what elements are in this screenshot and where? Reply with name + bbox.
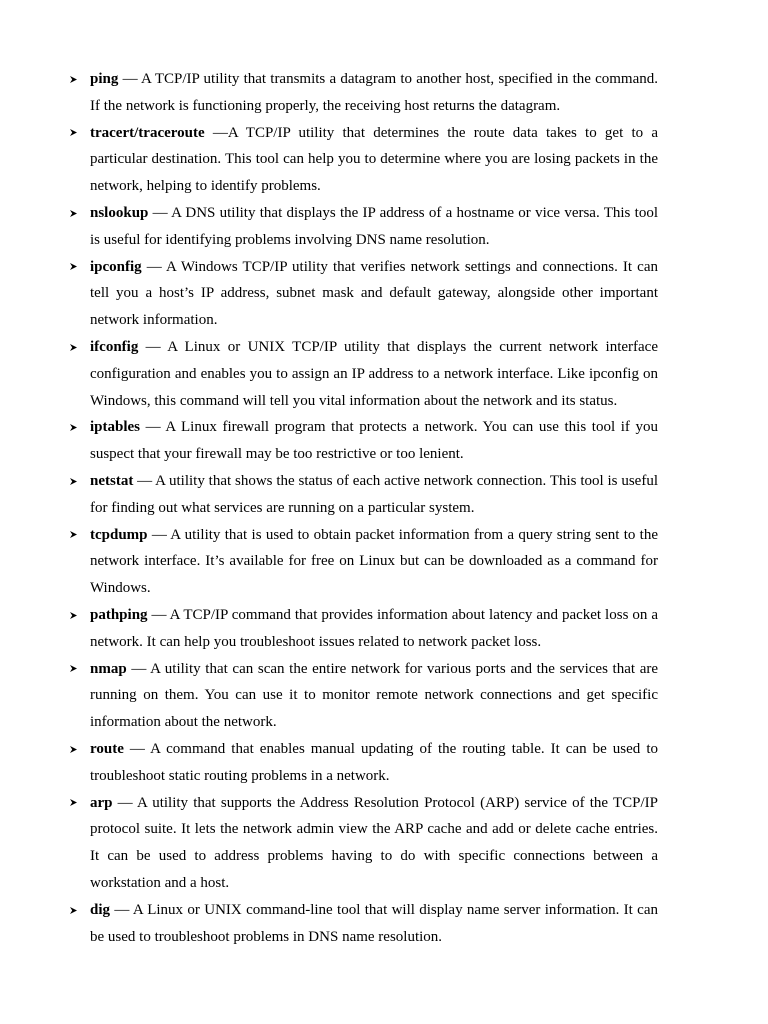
arrowhead-bullet-icon <box>67 736 79 763</box>
term-label: ipconfig <box>90 258 142 275</box>
term-label: dig <box>90 901 111 918</box>
arrowhead-bullet-icon <box>67 254 79 281</box>
arrowhead-bullet-icon <box>67 897 79 924</box>
term-description: — A utility that shows the status of each active network connection. This tool is useful for finding out what services are running on a particular system. <box>90 472 658 516</box>
term-description: — A Linux firewall program that protects a network. You can use this tool if you suspect that your firewall may be too restrictive or too lenient. <box>90 419 658 463</box>
list-item-tracert <box>90 120 658 200</box>
list-item-nmap <box>90 656 658 736</box>
term-description: — A utility that supports the Address Resolution Protocol (ARP) service of the TCP/IP protocol suite. It lets the network admin view the ARP cache and add or delete cache entries. It can be used to address problems having to do with specific connections between a workstation and a host. <box>90 794 658 891</box>
term-description: — A Linux or UNIX TCP/IP utility that displays the current network interface configuration and enables you to assign an IP address to a network interface. Like ipconfig on Windows, this command will tell you vital information about the network and its status. <box>90 338 658 409</box>
arrowhead-bullet-icon <box>67 120 79 147</box>
term-label: ifconfig <box>90 338 139 355</box>
arrowhead-bullet-icon <box>67 200 79 227</box>
term-description: — A utility that is used to obtain packet information from a query string sent to the network interface. It’s available for free on Linux but can be downloaded as a command for Windows. <box>90 526 658 597</box>
arrowhead-bullet-icon <box>67 522 79 549</box>
term-label: route <box>90 740 124 757</box>
term-description: — A TCP/IP command that provides information about latency and packet loss on a network. It can help you troubleshoot issues related to network packet loss. <box>90 606 658 650</box>
arrowhead-bullet-icon <box>67 468 79 495</box>
term-label: iptables <box>90 419 141 436</box>
utility-list <box>90 66 658 950</box>
term-label: nslookup <box>90 204 149 221</box>
term-label: tracert/traceroute <box>90 124 205 141</box>
list-item-nslookup <box>90 200 658 254</box>
arrowhead-bullet-icon <box>67 66 79 93</box>
term-label: nmap <box>90 660 127 677</box>
list-item-arp <box>90 790 658 897</box>
term-description: — A DNS utility that displays the IP address of a hostname or vice versa. This tool is useful for identifying problems involving DNS name resolution. <box>90 204 658 248</box>
arrowhead-bullet-icon <box>67 790 79 817</box>
list-item-netstat <box>90 468 658 522</box>
term-description: — A Windows TCP/IP utility that verifies network settings and connections. It can tell you a host’s IP address, subnet mask and default gateway, alongside other important network information. <box>90 258 658 329</box>
term-label: tcpdump <box>90 526 148 543</box>
term-label: pathping <box>90 606 148 623</box>
term-description: — A TCP/IP utility that transmits a datagram to another host, specified in the command. If the network is functioning properly, the receiving host returns the datagram. <box>90 71 658 114</box>
list-item-iptables <box>90 414 658 468</box>
term-label: netstat <box>90 472 134 489</box>
arrowhead-bullet-icon <box>67 656 79 683</box>
term-label: ping <box>90 71 119 87</box>
list-item-pathping <box>90 602 658 656</box>
list-item-tcpdump <box>90 522 658 602</box>
term-description: — A command that enables manual updating of the routing table. It can be used to troubleshoot static routing problems in a network. <box>90 740 658 784</box>
arrowhead-bullet-icon <box>67 334 79 361</box>
term-description: —A TCP/IP utility that determines the route data takes to get to a particular destination. This tool can help you to determine where you are losing packets in the network, helping to identify problems. <box>90 124 658 195</box>
list-item-ifconfig <box>90 334 658 414</box>
list-item-route <box>90 736 658 790</box>
term-description: — A Linux or UNIX command-line tool that will display name server information. It can be used to troubleshoot problems in DNS name resolution. <box>90 901 658 945</box>
list-item-dig <box>90 897 658 951</box>
term-description: — A utility that can scan the entire network for various ports and the services that are running on them. You can use it to monitor remote network connections and get specific information about the network. <box>90 660 658 731</box>
arrowhead-bullet-icon <box>67 602 79 629</box>
arrowhead-bullet-icon <box>67 414 79 441</box>
list-item-ipconfig <box>90 254 658 334</box>
term-label: arp <box>90 794 113 811</box>
list-item-ping <box>90 66 658 120</box>
